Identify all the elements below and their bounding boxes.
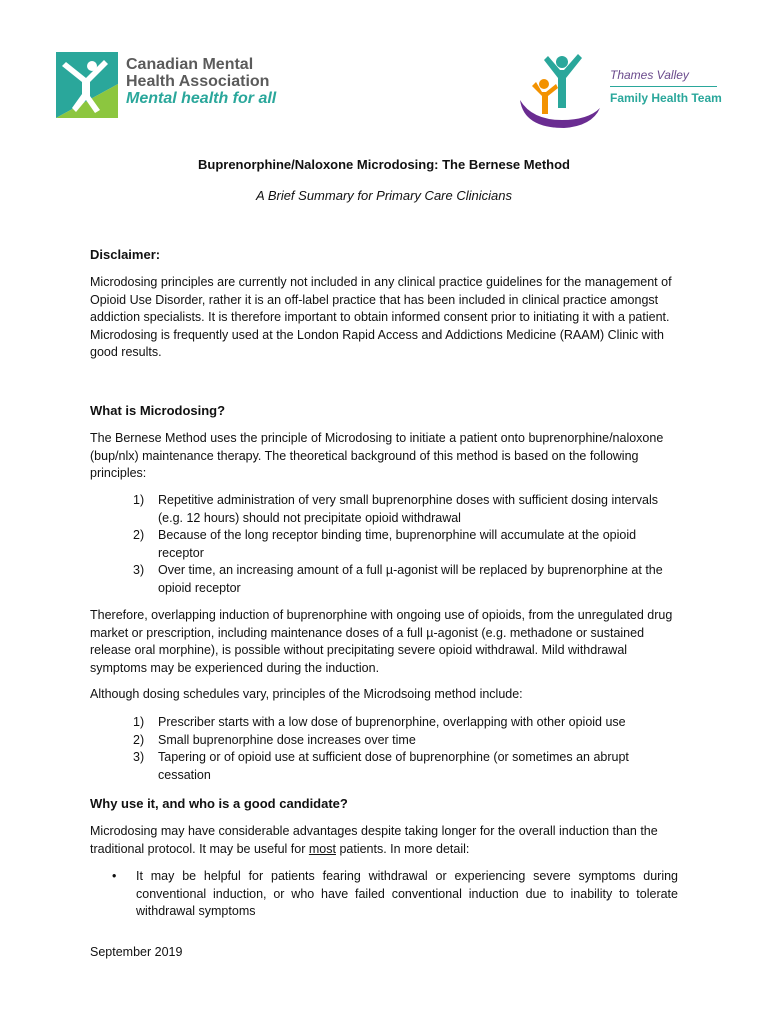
- cmha-logo: [56, 52, 286, 122]
- list-text: Small buprenorphine dose increases over time: [158, 732, 416, 747]
- section-heading: Why use it, and who is a good candidate?: [90, 796, 348, 811]
- paragraph: The Bernese Method uses the principle of Microdosing to initiate a patient onto buprenorphine/naloxone (bup/nlx) maintenance therapy. The theoretical background of this method is based on the following principles:: [90, 431, 664, 480]
- list-item: [133, 562, 683, 597]
- list-text: Over time, an increasing amount of a full µ-agonist will be replaced by buprenorphine at the opioid receptor: [158, 563, 663, 595]
- cmha-line1: Canadian Mental: [126, 56, 254, 73]
- section-heading: Disclaimer:: [90, 247, 161, 262]
- bullet-item: [112, 868, 678, 921]
- footer-date: [90, 944, 678, 962]
- disclaimer-body: [90, 274, 678, 362]
- what-heading: [90, 402, 678, 420]
- text-run: patients. In more detail:: [335, 841, 470, 856]
- paragraph: Microdosing principles are currently not included in any clinical practice guidelines for the management of Opioid Use Disorder, rather it is an off-label practice that has been included in clinical practice amongst addiction specialists. It is therefore important to obtain informed consent prior to initiating it with a patient. Microdosing is frequently used at the London Rapid Access and Addictions Medicine (RAAM) Clinic with good results.: [90, 275, 672, 359]
- although-paragraph: [90, 686, 678, 704]
- list-number: 2): [133, 528, 145, 542]
- tvfht-line2: Family Health Team: [610, 91, 722, 105]
- list-text: Because of the long receptor binding time, buprenorphine will accumulate at the opioid receptor: [158, 528, 637, 560]
- candidate-bullets: [112, 868, 678, 921]
- what-intro: [90, 430, 678, 483]
- tvfht-emblem-icon: [514, 50, 604, 134]
- document-subtitle: A Brief Summary for Primary Care Clinicians: [256, 188, 512, 203]
- disclaimer-heading: [90, 246, 678, 264]
- bullet-icon: •: [112, 869, 117, 883]
- date-text: September 2019: [90, 945, 183, 959]
- list-item: [133, 732, 683, 750]
- list-text: Prescriber starts with a low dose of buprenorphine, overlapping with other opioid use: [158, 715, 626, 729]
- list-number: 2): [133, 732, 145, 747]
- text-run: Microdosing may have considerable advantages despite taking longer for the overall induction than the traditional protocol. It may be useful for: [90, 824, 658, 856]
- document-title: Buprenorphine/Naloxone Microdosing: The Bernese Method: [198, 157, 570, 172]
- therefore-paragraph: [90, 607, 678, 677]
- bullet-text: It may be helpful for patients fearing withdrawal or experiencing severe symptoms during conventional induction, or who have failed conventional induction due to inability to tolerate withdrawal symptoms: [136, 869, 678, 918]
- paragraph: Although dosing schedules vary, principles of the Microdsoing method include:: [90, 687, 523, 701]
- cmha-tagline: Mental health for all: [126, 90, 277, 107]
- cmha-line2: Health Association: [126, 73, 270, 90]
- list-number: 3): [133, 563, 145, 577]
- list-item: [133, 714, 683, 732]
- method-list: [133, 714, 683, 784]
- tvfht-divider: [610, 86, 717, 87]
- why-intro: [90, 823, 678, 858]
- tvfht-logo: [508, 40, 728, 136]
- list-number: 3): [133, 750, 145, 764]
- cmha-emblem-icon: [56, 52, 118, 118]
- principles-list: [133, 492, 683, 597]
- list-item: [133, 527, 683, 562]
- list-item: [133, 492, 683, 527]
- section-heading: What is Microdosing?: [90, 403, 226, 418]
- list-text: Tapering or of opioid use at sufficient dose of buprenorphine (or sometimes an abrupt cessation: [158, 750, 629, 782]
- list-number: 1): [133, 493, 145, 507]
- paragraph: [90, 823, 678, 858]
- underlined-word: most: [308, 841, 336, 856]
- paragraph: Therefore, overlapping induction of buprenorphine with ongoing use of opioids, from the unregulated drug market or prescription, including maintenance doses of a full µ-agonist (e.g. methadone or sustained release oral morphine), is possible without precipitating severe opioid withdrawal. Mild withdrawal symptoms may be experienced during the induction.: [90, 608, 673, 675]
- list-text: Repetitive administration of very small buprenorphine doses with sufficient dosing intervals (e.g. 12 hours) should not precipitate opioid withdrawal: [158, 493, 659, 525]
- cmha-name: [126, 56, 276, 107]
- list-item: [133, 749, 683, 784]
- tvfht-line1: Thames Valley: [610, 68, 689, 82]
- list-number: 1): [133, 715, 145, 729]
- why-heading: [90, 795, 678, 813]
